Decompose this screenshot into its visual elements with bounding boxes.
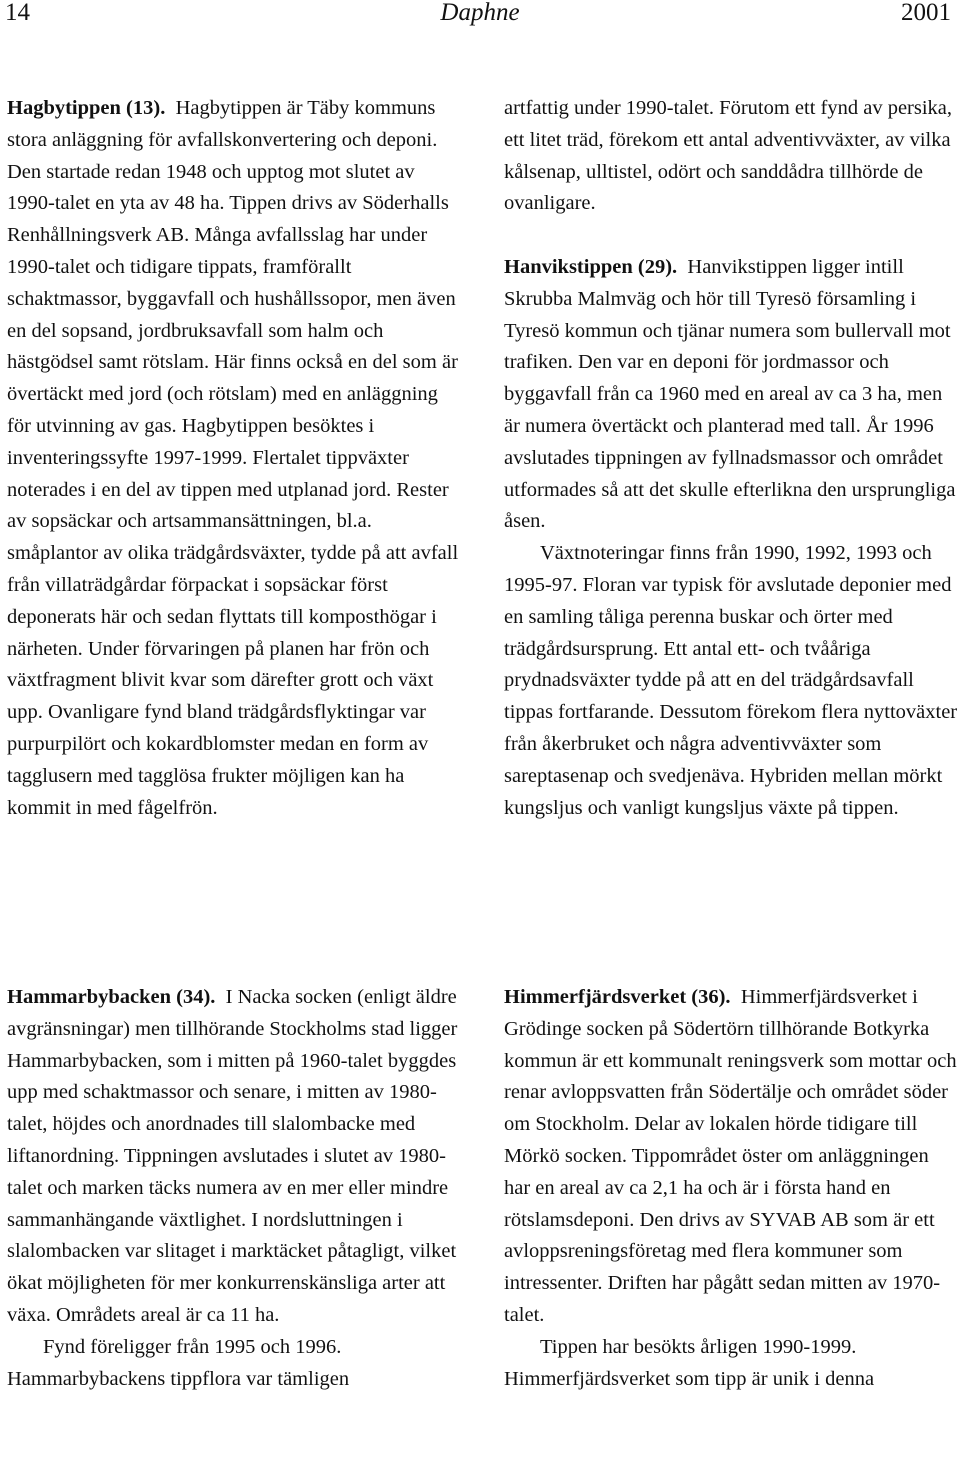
section-heading: Hammarbybacken (34). (7, 986, 216, 1008)
paragraph-text: Växtnoteringar finns från 1990, 1992, 1993 och 1995-97. Floran var typisk för avslutade deponier med en samling tåliga perenna buskar och örter med trädgårdsursprung. Ett antal ett- och tvååriga prydnadsväxter tydde på att en del trädgårdsavfall tippas fortfarande. Dessutom förekom flera nyttoväxter från åkerbruket och några adventivväxter som sareptasenap och svedjenäva. Hybriden mellan mörkt kungsljus och vanligt kungsljus växte på tippen. (504, 542, 958, 819)
section-hammarbybacken (7, 982, 462, 1332)
section-heading: Hanvikstippen (29). (504, 255, 678, 278)
paragraph-text: Fynd föreligger från 1995 och 1996. Hammarbybackens tippflora var tämligen (7, 1335, 350, 1390)
paragraph-continuation: artfattig under 1990-talet. Förutom ett fynd av persika, ett litet träd, förekom ett antal adventivväxter, av vilka kålsenap, ulltistel, odört och sanddådra tillhörde de ovanligare. (504, 97, 953, 215)
paragraph-text: Himmerfjärdsverket i Grödinge socken på Södertörn tillhörande Botkyrka kommun är ett kommunalt reningsverk som mottar och renar avloppsvatten från Södertälje och området söder om Stockholm. Delar av lokalen hörde tidigare till Mörkö socken. Tippområdet öster om anläggningen har en areal av ca 2,1 ha och är i första hand en rötslamsdeponi. Den drivs av SYVAB AB som är ett avloppsreningsföretag med flera kommuner som intressenter. Driften har pågått sedan mitten av 1970-talet. (504, 986, 957, 1326)
paragraph-text: I Nacka socken (enligt äldre avgränsningar) men tillhörande Stockholms stad ligger Hammarbybacken, som i mitten på 1960-talet byggdes upp med schaktmassor och senare, i mitten av 1980-talet, höjdes och anordnades till slalombacke med liftanordning. Tippningen avslutades i slutet av 1980-talet och marken täcks numera av en mer eller mindre sammanhängande växtlighet. I nordsluttningen i slalombacken var slitaget i marktäcket påtagligt, vilket ökat möjligheten för mer konkurrenskänsliga arter att växa. Områdets areal är ca 11 ha. (7, 986, 458, 1326)
column-top-left (7, 93, 462, 824)
section-hanvikstippen (504, 252, 959, 538)
paragraph-text: Hanvikstippen ligger intill Skrubba Malmväg och hör till Tyresö församling i Tyresö kommun och tjänar numera som bullervall mot trafiken. Den var en deponi för jordmassor och byggavfall från ca 1960 med en areal av ca 3 ha, men är numera övertäckt och planterad med tall. År 1996 avslutades tippningen av fyllnadsmassor och området utformades så att det skulle efterlikna den ursprungliga åsen. (504, 255, 956, 533)
column-bottom-left (7, 982, 462, 1395)
running-title: Daphne (440, 0, 520, 26)
year-label: 2001 (901, 0, 951, 26)
paragraph-text: Hagbytippen är Täby kommuns stora anläggning för avfallskonvertering och deponi. Den startade redan 1948 och upptog mot slutet av 1990-talet en yta av 48 ha. Tippen drivs av Söderhalls Renhållningsverk AB. Många avfallsslag har under 1990-talet och tidigare tippats, framförallt schaktmassor, byggavfall och hushållssopor, men även en del sopsand, jordbruksavfall som halm och hästgödsel samt rötslam. Här finns också en del som är övertäckt med jord (och rötslam) med en anläggning för utvinning av gas. Hagbytippen besöktes i inventeringssyfte 1997-1999. Flertalet tippväxter noterades i en del av tippen med utplanad jord. Rester av sopsäckar och artsammansättningen, bl.a. småplantor av olika trädgårdsväxter, tydde på att avfall från villaträdgårdar förpackat i sopsäckar först deponerats här och sedan flyttats till komposthögar i närheten. Under förvaringen på planen har frön och växtfragment blivit kvar som därefter grott och växt upp. Ovanligare fynd bland trädgårdsflyktingar var purpurpilört och kokardblomster medan en form av tagglusern med tagglösa frukter möjligen kan ha kommit in med fågelfrön. (7, 97, 459, 819)
section-heading: Himmerfjärdsverket (36). (504, 986, 731, 1008)
section-hagbytippen (7, 93, 462, 824)
page-header (0, 0, 960, 40)
page-number: 14 (5, 0, 30, 26)
section-heading: Hagbytippen (13). (7, 97, 166, 119)
section-himmerfjardsverket (504, 982, 959, 1332)
column-top-right (504, 93, 959, 824)
paragraph-text: Tippen har besökts årligen 1990-1999. Himmerfjärdsverket som tipp är unik i denna (504, 1335, 875, 1390)
column-bottom-right (504, 982, 959, 1395)
